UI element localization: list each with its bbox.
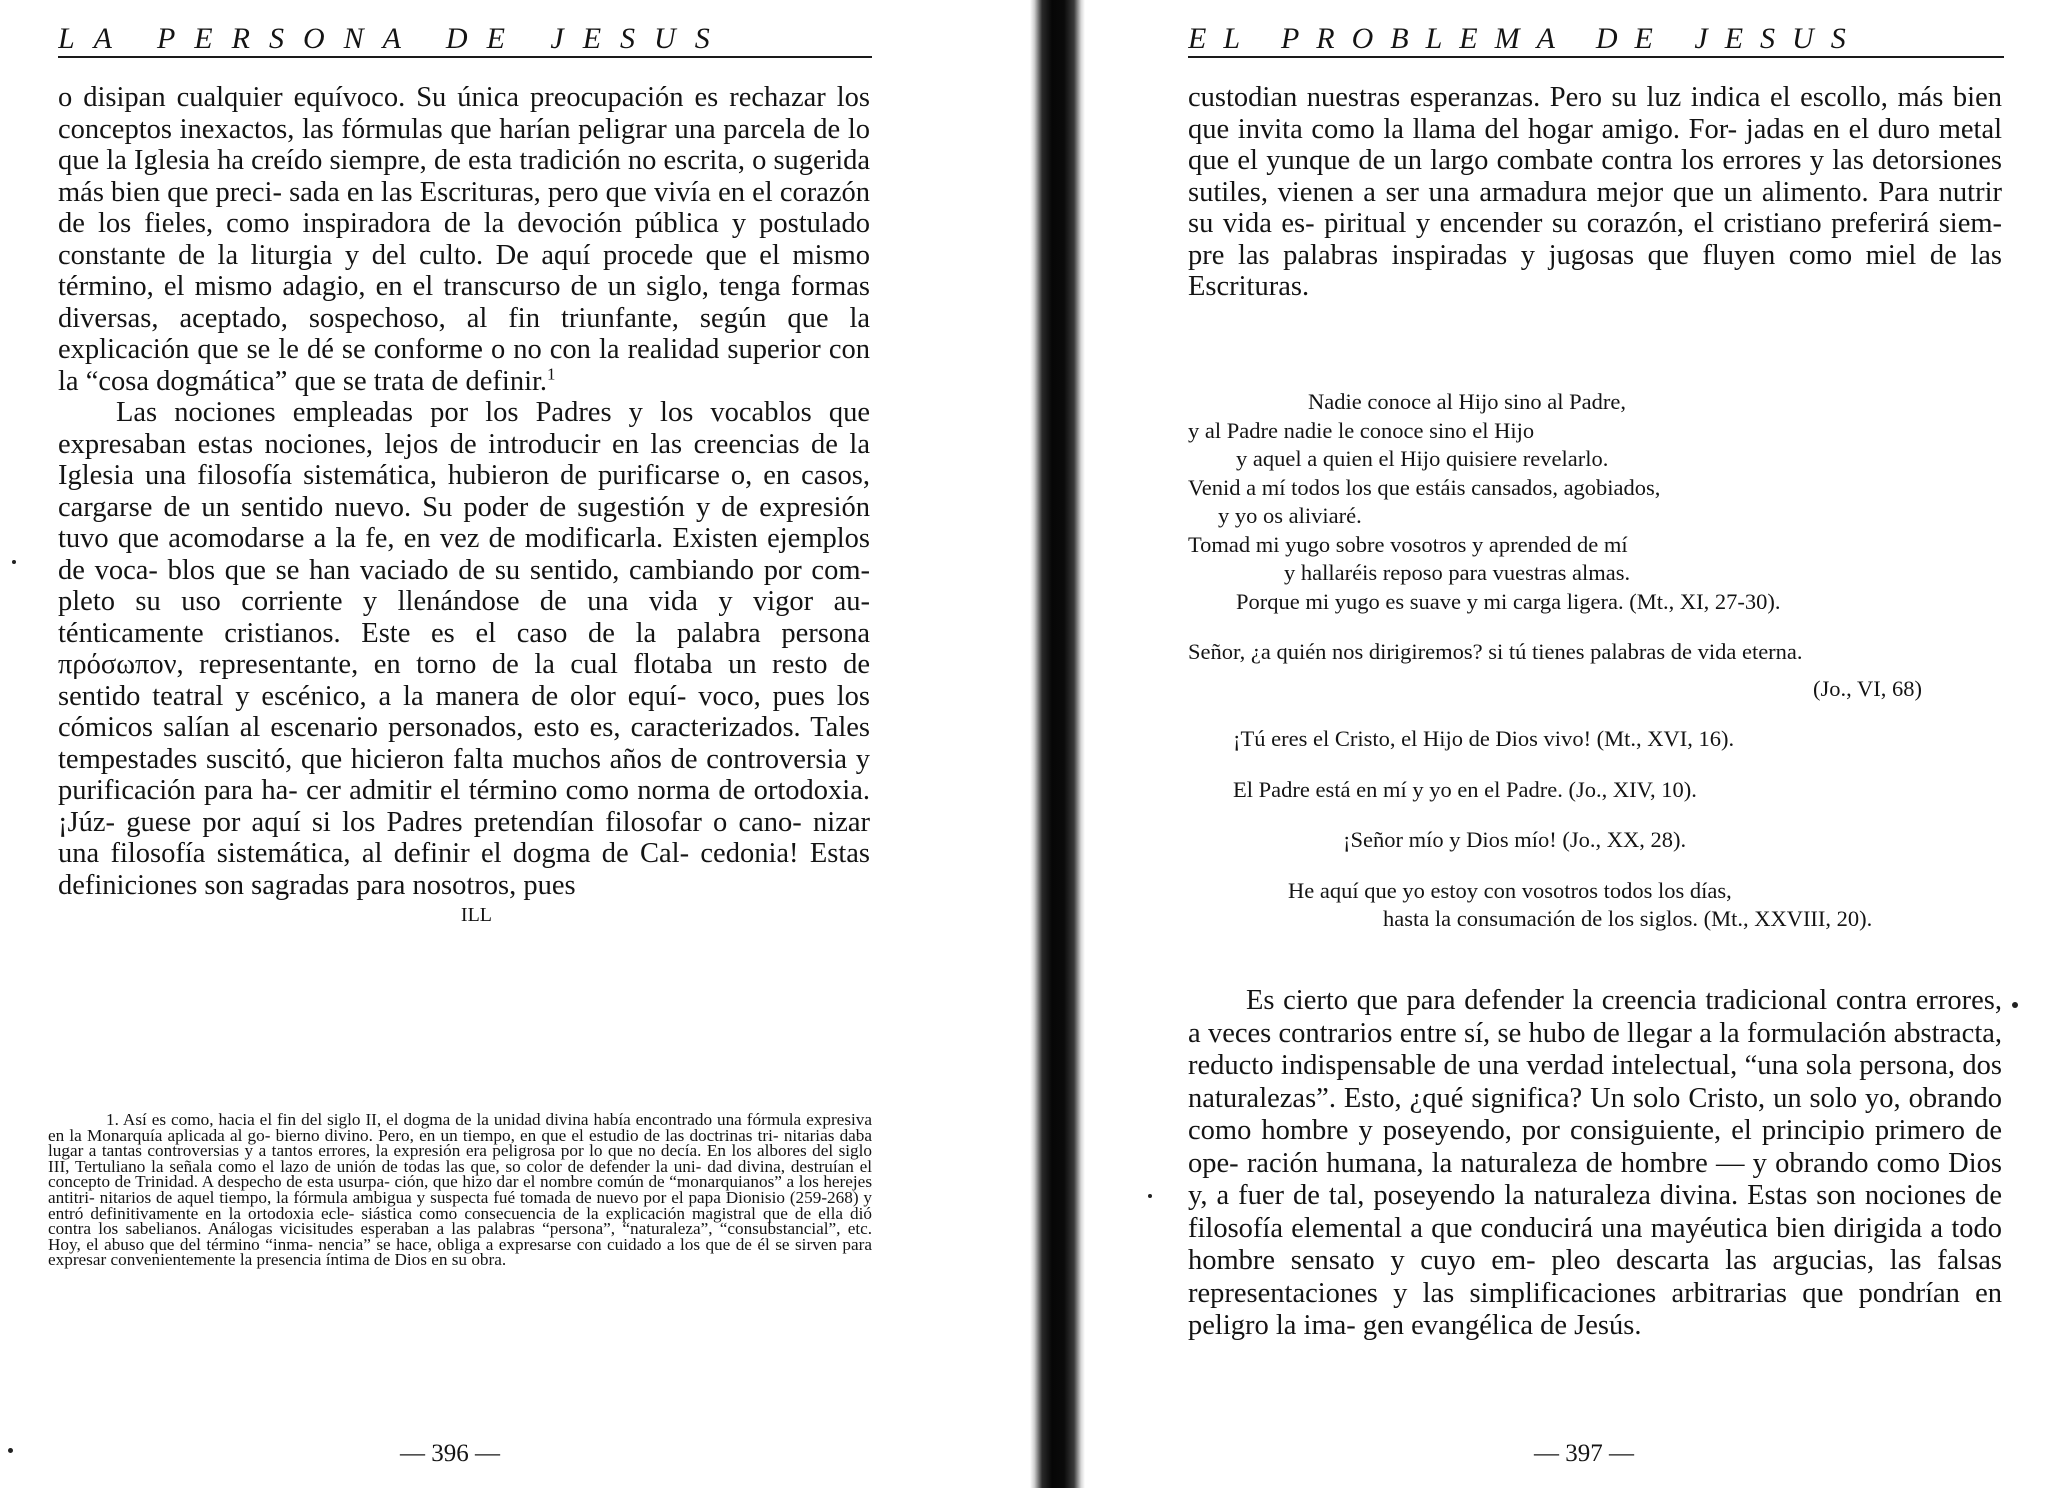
footnote-line: había encontrado una fórmula expresiva en la Monarquía aplicada al go-	[48, 1112, 872, 1145]
quotation-line: He aquí que yo estoy con vosotros todos los días,	[1288, 877, 1732, 903]
quotation-line: y hallaréis reposo para vuestras almas.	[1284, 560, 1631, 585]
citation: (Jo., VI, 68)	[1813, 675, 1922, 701]
text-line: blos que se han vaciado de su sentido, cambiando por com-	[167, 554, 870, 586]
text-line: ténticamente cristianos. Este es el caso de la palabra persona	[58, 617, 870, 649]
quotation-line: Porque mi yugo es suave y mi carga ligera. (Mt., XI, 27-30).	[1236, 588, 1781, 614]
quotation-line: y al Padre nadie le conoce sino el Hijo	[1188, 417, 1535, 443]
footnote-line: dad divina, destruían el concepto de Trinidad. A despecho de esta usurpa-	[48, 1156, 872, 1192]
footnote-line: nencia” se hace, obliga a expresarse con cuidado a los que de él se sirven para	[318, 1234, 872, 1254]
text-line: piritual y encender su corazón, el cristiano preferirá siem-	[1324, 208, 2002, 239]
text-line: triunfante, según que la explicación que se le dé se conforme	[58, 302, 870, 365]
text-line: y poseyendo, por consiguiente, el principio primero de ope-	[1188, 1115, 2002, 1179]
text-line: guese por aquí si los Padres pretendían filosofar o cano-	[126, 806, 802, 838]
text-line: Su poder de sugestión y de expresión tuvo que acomodarse	[58, 491, 870, 554]
footnote-line: la señala como el lazo de unión de todas las que, so color de defender la uni-	[151, 1156, 702, 1176]
footnote-line: bierno divino. Pero, en un tiempo, en que el estudio de las doctrinas tri-	[275, 1125, 779, 1145]
text-line: custodian nuestras esperanzas. Pero su luz indica el escollo,	[1188, 82, 1888, 113]
text-line: constante de la liturgia y del culto. De aquí procede que el	[58, 239, 780, 271]
text-line: sada en las Escrituras, pero que vivía en el corazón de los	[58, 176, 870, 239]
text-line: de esta tradición no escrita, o sugerida más bien que preci-	[58, 145, 870, 208]
text-line: peligrar una parcela de lo que la Iglesia ha creído siempre,	[58, 113, 870, 176]
text-line: o disipan cualquier equívoco. Su única preocupación es	[58, 82, 719, 113]
footnote-line: expresar convenientemente la presencia íntima de Dios en su obra.	[48, 1250, 507, 1270]
text-line: mismo término, el mismo adagio, en el transcurso de un	[58, 239, 870, 302]
text-line: siglo, tenga formas diversas, aceptado, sospechoso, al fin	[58, 271, 870, 334]
text-line: falta muchos años de controversia y purificación para ha-	[58, 743, 870, 806]
quotation-line: hasta la consumación de los siglos. (Mt., XXVIII, 20).	[1383, 906, 1873, 931]
text-line: formulación abstracta, reducto indispensable de una verdad	[1188, 1017, 2002, 1081]
text-line: significa? Un solo Cristo, un solo yo, obrando como hombre	[1188, 1082, 2002, 1146]
quotation-line: Venid a mí todos los que estáis cansados, agobiados,	[1188, 474, 1661, 500]
footnote	[48, 1112, 872, 1288]
footnote-text	[48, 1112, 872, 1268]
text-line: de las Escrituras.	[1188, 239, 2002, 302]
text-line: pleo descarta las argucias, las falsas representaciones y las	[1188, 1245, 2002, 1309]
text-line: a la fe, en vez de modificarla. Existen ejemplos de voca-	[58, 523, 870, 586]
text-line: cer admitir el término como norma de ortodoxia. ¡Júz-	[58, 775, 870, 838]
text-line: Dios y, a fuer de tal, poseyendo la naturaleza divina. Estas	[1188, 1147, 2002, 1211]
scan-speck	[2012, 1002, 2018, 1008]
text-line: armadura mejor que un alimento. Para nutrir su vida es-	[1188, 176, 2002, 239]
scripture-quotations	[1188, 388, 2014, 968]
scan-speck	[12, 560, 16, 564]
text-line: que expresaban estas nociones, lejos de introducir en las	[58, 397, 870, 460]
quotation-line: Tomad mi yugo sobre vosotros y aprended de mí	[1188, 531, 1628, 557]
text-line: de purificarse o, en casos, cargarse de un sentido nuevo.	[58, 460, 870, 523]
right-running-head: EL PROBLEMA DE JESUS	[1188, 22, 2004, 58]
text-line: gen evangélica de Jesús.	[1362, 1310, 1642, 1341]
left-running-head: LA PERSONA DE JESUS	[58, 22, 872, 58]
text-line: simplificaciones arbitrarias que pondrían en peligro la ima-	[1188, 1277, 2002, 1341]
text-line: Las nociones empleadas por los Padres y los vocablos	[116, 397, 812, 428]
catchword: ILL	[460, 904, 492, 926]
quotation-line: Señor, ¿a quién nos dirigiremos? si tú tienes palabras de vida eterna.	[1188, 639, 1803, 664]
left-paragraph-1	[58, 82, 870, 397]
footnote-reference: 1	[547, 364, 556, 383]
footnote-line: nitarios de aquel tiempo, la fórmula ambigua y suspecta fué tomada de nuevo	[99, 1187, 639, 1207]
text-line: pleto su uso corriente y llenándose de una vida y vigor au-	[58, 586, 870, 617]
footnote-line: los sabelianos. Análogas vicisitudes esperaban a las palabras “persona”,	[98, 1219, 616, 1239]
text-line: contra los errores y las detorsiones sutiles, vienen a ser una	[1188, 145, 2002, 208]
right-paragraph-2	[1188, 985, 2002, 1343]
text-line: mayéutica bien dirigida a todo hombre sensato y cuyo em-	[1188, 1212, 2002, 1276]
footnote-line: ción, que hizo dar el nombre común de “monarquianos” a los herejes antitri-	[48, 1172, 872, 1207]
quotation-line: y yo os aliviaré.	[1218, 503, 1362, 528]
right-page-number: — 397 —	[1534, 1440, 1634, 1467]
footnote-line: siástica como consecuencia de la explicación magistral que de ella dió contra	[48, 1203, 872, 1239]
text-line: cedonia! Estas definiciones son sagradas para nosotros, pues	[58, 838, 870, 901]
quotation-line: y aquel a quien el Hijo quisiere revelarlo.	[1236, 446, 1609, 471]
text-line: o no con la realidad superior con la “cosa dogmática” que	[58, 334, 870, 397]
footnote-line: 1. Así es como, hacia el fin del siglo II, el dogma de la unidad divina	[106, 1112, 589, 1129]
quotation-line: ¡Tú eres el Cristo, el Hijo de Dios vivo! (Mt., XVI, 16).	[1233, 726, 1735, 751]
text-line: se trata de definir.	[342, 365, 548, 397]
left-page-number: — 396 —	[400, 1440, 500, 1467]
text-line: intelectual, “una sola persona, dos naturalezas”. Esto, ¿qué	[1188, 1050, 2002, 1114]
text-line: Es cierto que para defender la creencia tradicional contra	[1246, 985, 1908, 1016]
left-paragraph-2	[58, 397, 870, 901]
text-line: creencias de la Iglesia una filosofía sistemática, hubieron	[58, 428, 870, 491]
right-paragraph-1	[1188, 82, 2002, 303]
footnote-line: por el papa Dionisio (259-268) y entró definitivamente en la ortodoxia ecle-	[48, 1187, 872, 1223]
left-main-text	[58, 82, 870, 1092]
text-line: errores, a veces contrarios entre sí, se hubo de llegar a la	[1188, 985, 2002, 1049]
text-line: ración humana, la naturaleza de hombre — y obrando como	[1246, 1147, 1940, 1179]
right-bottom-text	[1188, 985, 2002, 1415]
text-line: fieles, como inspiradora de la devoción pública y postulado	[144, 208, 870, 239]
right-top-text	[1188, 82, 2002, 357]
quotation-line: Nadie conoce al Hijo sino al Padre,	[1308, 389, 1627, 414]
text-line: nizar una filosofía sistemática, al definir el dogma de Cal-	[58, 806, 870, 869]
text-line: resto de sentido teatral y escénico, a la manera de olor equí-	[58, 649, 870, 712]
text-line: es, caracterizados. Tales tempestades suscitó, que hicieron	[58, 712, 870, 775]
quotation-line: El Padre está en mí y yo en el Padre. (Jo., XIV, 10).	[1233, 776, 1697, 802]
footnote-line: “naturaleza”, “consubstancial”, etc. Hoy, el abuso que del término “inma-	[48, 1219, 872, 1254]
text-line: rechazar los conceptos inexactos, las fórmulas que harían	[58, 82, 870, 145]
scan-speck	[8, 1448, 13, 1453]
text-line: voco, pues los cómicos salían al escenario personados, esto	[58, 680, 870, 743]
text-line: pre las palabras inspiradas y jugosas que fluyen como miel	[1188, 239, 1917, 271]
text-line: más bien que invita como la llama del hogar amigo. For-	[1188, 82, 2002, 145]
text-line: son nociones de filosofía elemental a que conducirá una	[1188, 1180, 2002, 1244]
book-gutter-shadow	[1030, 0, 1085, 1488]
quotation-line: ¡Señor mío y Dios mío! (Jo., XX, 28).	[1343, 827, 1687, 852]
text-line: πρόσωπον, representante, en torno de la cual flotaba un	[58, 649, 757, 680]
footnote-line: era peligrosa por lo que no decía. En los albores del siglo III, Tertuliano	[48, 1141, 872, 1176]
scan-speck	[1148, 1194, 1152, 1198]
text-line: jadas en el duro metal que el yunque de un largo combate	[1188, 113, 2002, 176]
footnote-line: nitarias daba lugar a tantas controversias y a tantos errores, la expresión	[48, 1125, 872, 1161]
